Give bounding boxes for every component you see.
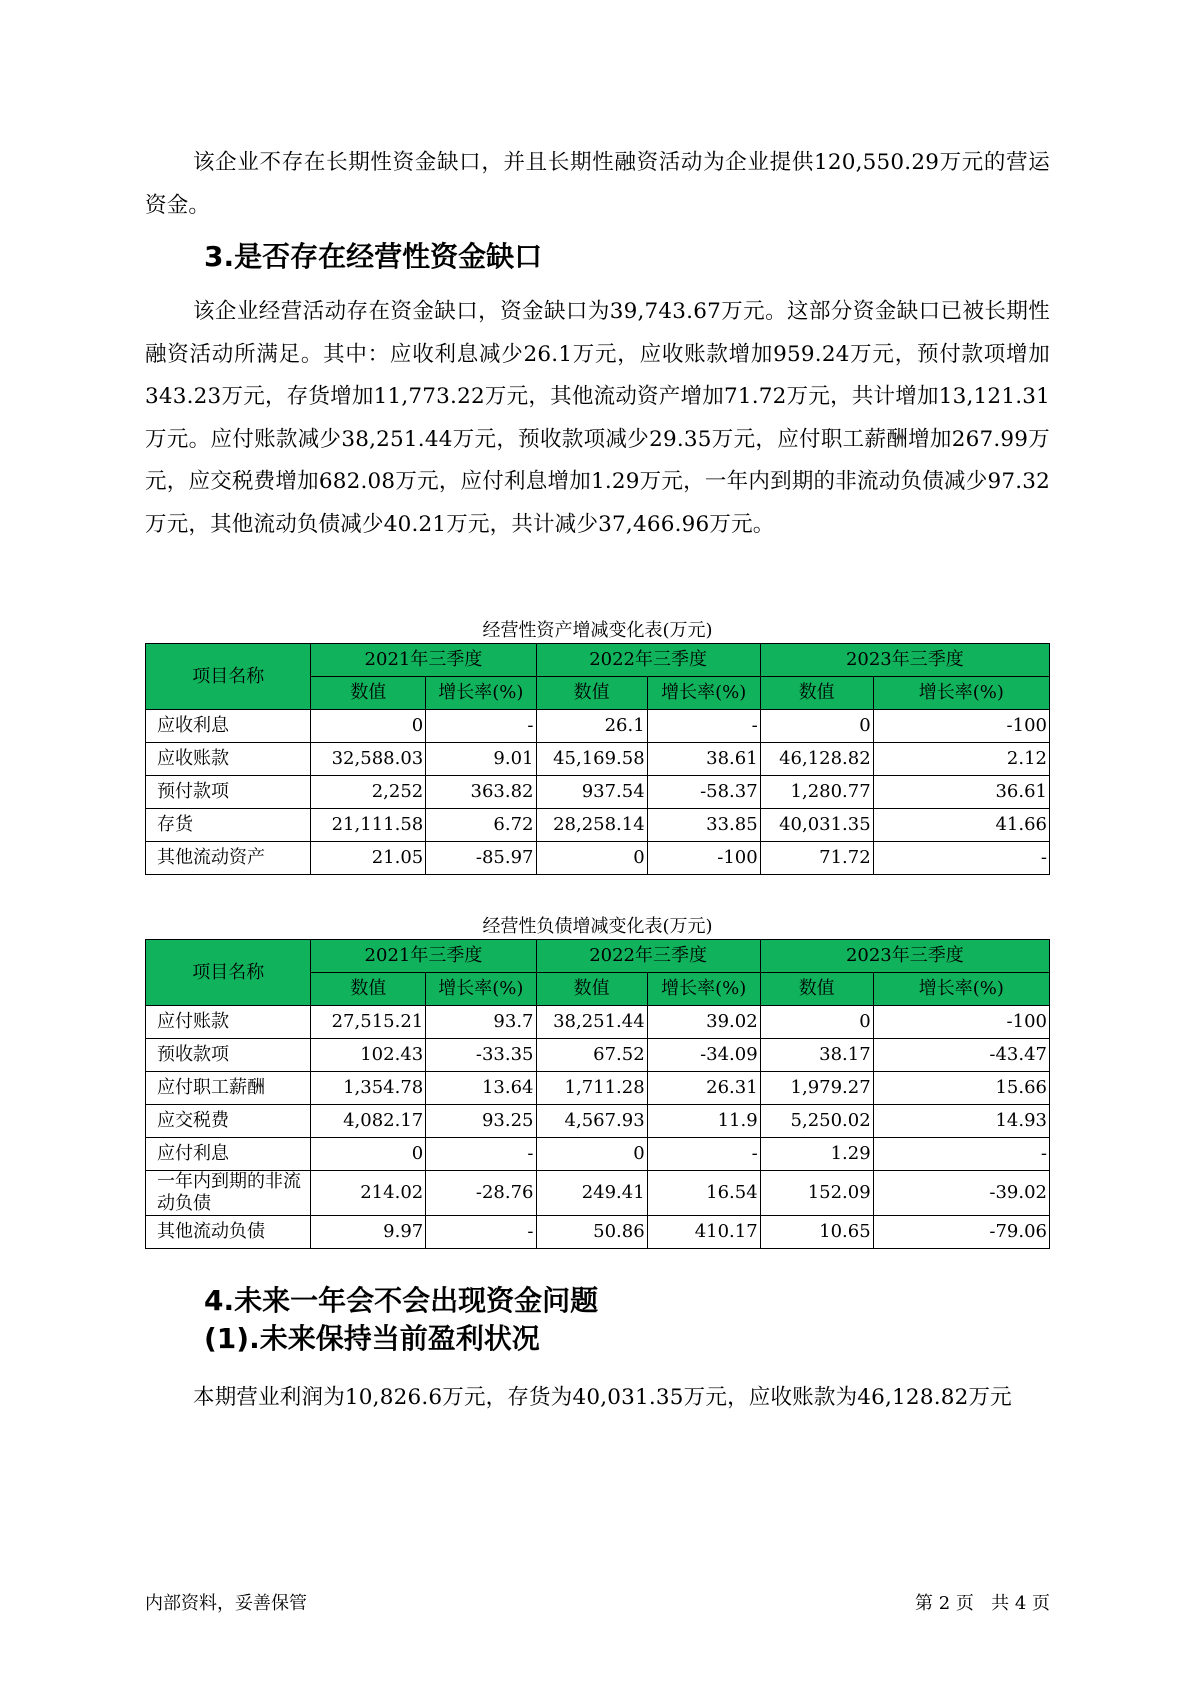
value-cell: 32,588.03 xyxy=(311,743,426,776)
value-cell: 1,711.28 xyxy=(536,1072,647,1105)
growth-cell: 38.61 xyxy=(647,743,760,776)
table-row xyxy=(146,1105,1050,1138)
value-cell: 21,111.58 xyxy=(311,809,426,842)
growth-cell: -28.76 xyxy=(426,1171,536,1216)
growth-cell: - xyxy=(873,1138,1049,1171)
growth-cell: 14.93 xyxy=(873,1105,1049,1138)
growth-cell: - xyxy=(647,1138,760,1171)
growth-cell: 36.61 xyxy=(873,776,1049,809)
header-item-name: 项目名称 xyxy=(146,644,311,710)
growth-cell: 16.54 xyxy=(647,1171,760,1216)
table-row xyxy=(146,842,1050,875)
growth-cell: 6.72 xyxy=(426,809,536,842)
row-item-name: 预付款项 xyxy=(146,776,311,809)
row-item-name: 存货 xyxy=(146,809,311,842)
value-cell: 28,258.14 xyxy=(536,809,647,842)
header-growth: 增长率(%) xyxy=(426,973,536,1006)
header-value: 数值 xyxy=(536,973,647,1006)
growth-cell: 11.9 xyxy=(647,1105,760,1138)
growth-cell: 9.01 xyxy=(426,743,536,776)
value-cell: 0 xyxy=(311,1138,426,1171)
table-row xyxy=(146,776,1050,809)
value-cell: 0 xyxy=(536,1138,647,1171)
value-cell: 0 xyxy=(760,710,873,743)
row-item-name: 应交税费 xyxy=(146,1105,311,1138)
growth-cell: 26.31 xyxy=(647,1072,760,1105)
growth-cell: 2.12 xyxy=(873,743,1049,776)
value-cell: 1,354.78 xyxy=(311,1072,426,1105)
growth-cell: 41.66 xyxy=(873,809,1049,842)
growth-cell: 93.25 xyxy=(426,1105,536,1138)
growth-cell: 13.64 xyxy=(426,1072,536,1105)
header-growth: 增长率(%) xyxy=(873,677,1049,710)
row-item-name: 应付账款 xyxy=(146,1006,311,1039)
value-cell: 152.09 xyxy=(760,1171,873,1216)
heading-keep-profit: (1).未来保持当前盈利状况 xyxy=(204,1322,540,1355)
table-row xyxy=(146,1138,1050,1171)
growth-cell: -79.06 xyxy=(873,1216,1049,1249)
header-value: 数值 xyxy=(311,973,426,1006)
row-item-name: 应收账款 xyxy=(146,743,311,776)
value-cell: 1.29 xyxy=(760,1138,873,1171)
value-cell: 1,979.27 xyxy=(760,1072,873,1105)
table-row xyxy=(146,710,1050,743)
row-item-name: 应付职工薪酬 xyxy=(146,1072,311,1105)
growth-cell: -58.37 xyxy=(647,776,760,809)
header-period-2021: 2021年三季度 xyxy=(311,644,536,677)
table-row xyxy=(146,743,1050,776)
value-cell: 1,280.77 xyxy=(760,776,873,809)
value-cell: 71.72 xyxy=(760,842,873,875)
growth-cell: - xyxy=(426,710,536,743)
value-cell: 46,128.82 xyxy=(760,743,873,776)
paragraph-profit-summary: 本期营业利润为10,826.6万元，存货为40,031.35万元，应收账款为46,128.82万元 xyxy=(193,1385,1012,1410)
growth-cell: -43.47 xyxy=(873,1039,1049,1072)
table-row xyxy=(146,1039,1050,1072)
header-value: 数值 xyxy=(311,677,426,710)
row-item-name: 一年内到期的非流动负债 xyxy=(146,1171,311,1216)
row-item-name: 其他流动负债 xyxy=(146,1216,311,1249)
footer-confidential-note: 内部资料，妥善保管 xyxy=(145,1593,307,1614)
value-cell: 40,031.35 xyxy=(760,809,873,842)
value-cell: 67.52 xyxy=(536,1039,647,1072)
header-period-2021: 2021年三季度 xyxy=(311,940,536,973)
row-item-name: 其他流动资产 xyxy=(146,842,311,875)
header-growth: 增长率(%) xyxy=(873,973,1049,1006)
value-cell: 5,250.02 xyxy=(760,1105,873,1138)
growth-cell: - xyxy=(426,1138,536,1171)
growth-cell: 33.85 xyxy=(647,809,760,842)
value-cell: 45,169.58 xyxy=(536,743,647,776)
growth-cell: -100 xyxy=(647,842,760,875)
value-cell: 21.05 xyxy=(311,842,426,875)
header-period-2023: 2023年三季度 xyxy=(760,940,1049,973)
table-header-row xyxy=(146,644,1050,677)
growth-cell: 410.17 xyxy=(647,1216,760,1249)
table-row xyxy=(146,1072,1050,1105)
header-growth: 增长率(%) xyxy=(647,677,760,710)
heading-future-funding: 4.未来一年会不会出现资金问题 xyxy=(204,1284,599,1317)
table-row xyxy=(146,1171,1050,1216)
table-header-row xyxy=(146,940,1050,973)
growth-cell: -33.35 xyxy=(426,1039,536,1072)
growth-cell: - xyxy=(873,842,1049,875)
header-growth: 增长率(%) xyxy=(647,973,760,1006)
value-cell: 26.1 xyxy=(536,710,647,743)
value-cell: 50.86 xyxy=(536,1216,647,1249)
header-period-2022: 2022年三季度 xyxy=(536,644,760,677)
header-item-name: 项目名称 xyxy=(146,940,311,1006)
growth-cell: -85.97 xyxy=(426,842,536,875)
header-value: 数值 xyxy=(760,973,873,1006)
growth-cell: -39.02 xyxy=(873,1171,1049,1216)
row-item-name: 应收利息 xyxy=(146,710,311,743)
growth-cell: 93.7 xyxy=(426,1006,536,1039)
asset-table-caption: 经营性资产增减变化表(万元) xyxy=(482,620,713,641)
growth-cell: -100 xyxy=(873,1006,1049,1039)
growth-cell: - xyxy=(647,710,760,743)
header-period-2022: 2022年三季度 xyxy=(536,940,760,973)
footer-page-number: 第 2 页 共 4 页 xyxy=(915,1593,1050,1614)
header-value: 数值 xyxy=(760,677,873,710)
value-cell: 102.43 xyxy=(311,1039,426,1072)
value-cell: 0 xyxy=(760,1006,873,1039)
value-cell: 214.02 xyxy=(311,1171,426,1216)
liability-change-table xyxy=(145,939,1050,1249)
table-row xyxy=(146,1006,1050,1039)
asset-change-table xyxy=(145,643,1050,875)
value-cell: 27,515.21 xyxy=(311,1006,426,1039)
value-cell: 38.17 xyxy=(760,1039,873,1072)
paragraph-long-term-funding: 该企业不存在长期性资金缺口，并且长期性融资活动为企业提供120,550.29万元的营运资金。 xyxy=(145,150,1050,218)
liability-table-caption: 经营性负债增减变化表(万元) xyxy=(482,916,713,937)
header-period-2023: 2023年三季度 xyxy=(760,644,1049,677)
value-cell: 38,251.44 xyxy=(536,1006,647,1039)
header-growth: 增长率(%) xyxy=(426,677,536,710)
growth-cell: -100 xyxy=(873,710,1049,743)
paragraph-operating-gap: 该企业经营活动存在资金缺口，资金缺口为39,743.67万元。这部分资金缺口已被长期性融资活动所满足。其中：应收利息减少26.1万元，应收账款增加959.24万元，预付款项增加343.23万元，存货增加11,773.22万元，其他流动资产增加71.72万元，共计增加13,121.31万元。应付账款减少38,251.44万元，预收款项减少29.35万元，应付职工薪酬增加267.99万元，应交税费增加682.08万元，应付利息增加1.29万元，一年内到期的非流动负债减少97.32万元，其他流动负债减少40.21万元，共计减少37,466.96万元。 xyxy=(145,299,1050,537)
growth-cell: - xyxy=(426,1216,536,1249)
growth-cell: -34.09 xyxy=(647,1039,760,1072)
table-row xyxy=(146,1216,1050,1249)
value-cell: 10.65 xyxy=(760,1216,873,1249)
value-cell: 0 xyxy=(536,842,647,875)
value-cell: 0 xyxy=(311,710,426,743)
value-cell: 2,252 xyxy=(311,776,426,809)
growth-cell: 15.66 xyxy=(873,1072,1049,1105)
header-value: 数值 xyxy=(536,677,647,710)
value-cell: 4,567.93 xyxy=(536,1105,647,1138)
value-cell: 4,082.17 xyxy=(311,1105,426,1138)
value-cell: 249.41 xyxy=(536,1171,647,1216)
heading-operating-gap: 3.是否存在经营性资金缺口 xyxy=(204,240,543,273)
growth-cell: 363.82 xyxy=(426,776,536,809)
value-cell: 9.97 xyxy=(311,1216,426,1249)
row-item-name: 应付利息 xyxy=(146,1138,311,1171)
value-cell: 937.54 xyxy=(536,776,647,809)
growth-cell: 39.02 xyxy=(647,1006,760,1039)
row-item-name: 预收款项 xyxy=(146,1039,311,1072)
table-row xyxy=(146,809,1050,842)
